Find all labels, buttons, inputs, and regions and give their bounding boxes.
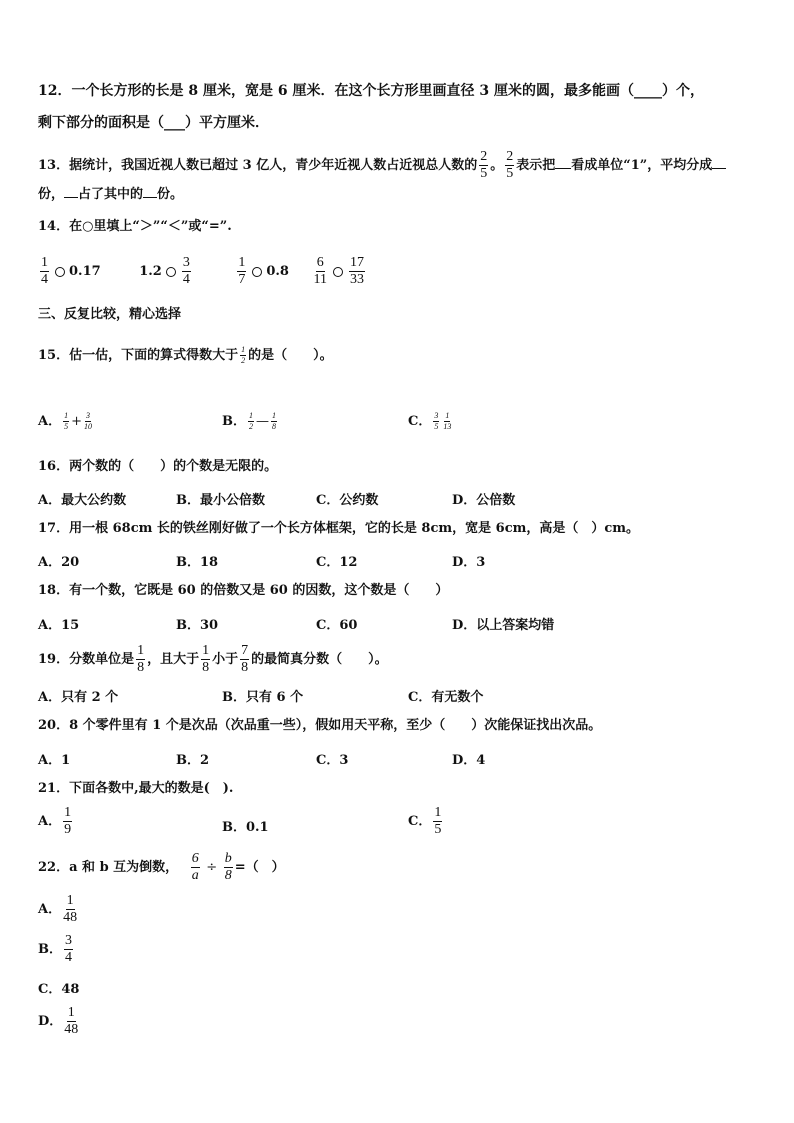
- option-c[interactable]: C． $\frac{1}{5}$: [408, 805, 442, 837]
- q22-stem: 22．a 和 b 互为倒数， $\frac{6}{a}$ ÷ $\frac{b}{8}$ =（ ）: [38, 851, 285, 883]
- compare-circle-icon[interactable]: [55, 267, 65, 277]
- q13-fraction: $\frac{2}{5}$: [480, 149, 488, 181]
- option-d[interactable]: D．4: [452, 753, 486, 768]
- option-a[interactable]: A．1: [38, 753, 71, 768]
- q16-stem: 16．两个数的（ ）的个数是无限的。: [38, 459, 278, 474]
- q18-stem: 18．有一个数，它既是 60 的倍数又是 60 的因数，这个数是（ ）: [38, 583, 449, 598]
- compare-item: 1.2 $\frac{3}{4}$: [139, 255, 190, 287]
- blank[interactable]: [712, 168, 726, 169]
- q13-line2: 份， 占了其中的 份。: [38, 187, 184, 202]
- option-c[interactable]: C．有无数个: [408, 690, 484, 705]
- option-c[interactable]: C．60: [316, 618, 358, 633]
- compare-circle-icon[interactable]: [252, 267, 262, 277]
- q12-line1: 12．一个长方形的长是 8 厘米，宽是 6 厘米．在这个长方形里画直径 3 厘米的圆，最多能画（____）个，: [38, 83, 704, 99]
- q14-stem: 14．在○里填上“＞”“＜”或“=”.: [38, 219, 232, 234]
- q20-stem: 20．8 个零件里有 1 个是次品（次品重一些），假如用天平称，至少（ ）次能保证找出次品。: [38, 718, 602, 733]
- q13-line1: 13．据统计，我国近视人数已超过 3 亿人，青少年近视人数占近视总人数的 $\frac{2}{5}$ 。 $\frac{2}{5}$ 表示把 看成单位“1”，平均分成: [38, 150, 726, 181]
- blank[interactable]: [555, 168, 571, 169]
- option-a[interactable]: A． $\frac{1}{9}$: [38, 805, 72, 837]
- option-b[interactable]: B． $\frac{1}{2}$ — $\frac{1}{8}$: [222, 411, 276, 431]
- q13-fraction-2: $\frac{2}{5}$: [506, 149, 514, 181]
- blank[interactable]: [64, 197, 78, 198]
- option-b[interactable]: B．只有 6 个: [222, 690, 304, 705]
- section-heading: 三、反复比较，精心选择: [38, 307, 182, 322]
- compare-item: $\frac{6}{11}$ $\frac{17}{33}$: [313, 255, 364, 287]
- option-a[interactable]: A．只有 2 个: [38, 690, 119, 705]
- option-c[interactable]: C． $\frac{3}{5}$ $\frac{1}{13}$: [408, 411, 452, 431]
- q19-stem: 19．分数单位是 $\frac{1}{8}$ ，且大于 $\frac{1}{8}$ 小于 $\frac{7}{8}$ 的最简真分数（ ）。: [38, 643, 388, 675]
- q12-line2: 剩下部分的面积是（___）平方厘米．: [38, 115, 269, 131]
- q21-stem: 21．下面各数中,最大的数是( ).: [38, 781, 234, 796]
- compare-circle-icon[interactable]: [333, 267, 343, 277]
- option-b[interactable]: B．30: [176, 618, 219, 633]
- blank[interactable]: [143, 197, 157, 198]
- option-c[interactable]: C．公约数: [316, 493, 379, 508]
- option-c[interactable]: C．12: [316, 555, 358, 570]
- option-c[interactable]: C．3: [316, 753, 349, 768]
- option-d[interactable]: D．公倍数: [452, 493, 516, 508]
- option-d[interactable]: D．以上答案均错: [452, 618, 555, 633]
- option-a[interactable]: A．15: [38, 618, 80, 633]
- option-b[interactable]: B． $\frac{3}{4}$: [38, 933, 72, 965]
- option-a[interactable]: A．最大公约数: [38, 493, 127, 508]
- compare-item: $\frac{1}{7}$ 0.8: [238, 255, 289, 287]
- q17-stem: 17．用一根 68cm 长的铁丝刚好做了一个长方体框架，它的长是 8cm，宽是 6cm，高是（ ）cm。: [38, 521, 640, 536]
- option-b[interactable]: B．18: [176, 555, 219, 570]
- q13-text: 13．据统计，我国近视人数已超过 3 亿人，青少年近视人数占近视总人数的: [38, 158, 478, 173]
- q14-compare-row: [38, 256, 367, 287]
- compare-circle-icon[interactable]: [166, 267, 176, 277]
- option-b[interactable]: B．2: [176, 753, 210, 768]
- option-b[interactable]: B．最小公倍数: [176, 493, 265, 508]
- option-c[interactable]: C．48: [38, 982, 80, 997]
- option-d[interactable]: D． $\frac{1}{48}$: [38, 1005, 79, 1037]
- option-a[interactable]: A． $\frac{1}{48}$: [38, 893, 78, 925]
- option-d[interactable]: D．3: [452, 555, 486, 570]
- option-a[interactable]: A．20: [38, 555, 80, 570]
- option-a[interactable]: A． $\frac{1}{5}$ + $\frac{3}{10}$: [38, 411, 92, 431]
- option-b[interactable]: B．0.1: [222, 820, 269, 835]
- q15-stem: 15．估一估，下面的算式得数大于 $\frac{1}{2}$ 的是（ ）。: [38, 345, 333, 365]
- compare-item: $\frac{1}{4}$ 0.17: [41, 255, 101, 287]
